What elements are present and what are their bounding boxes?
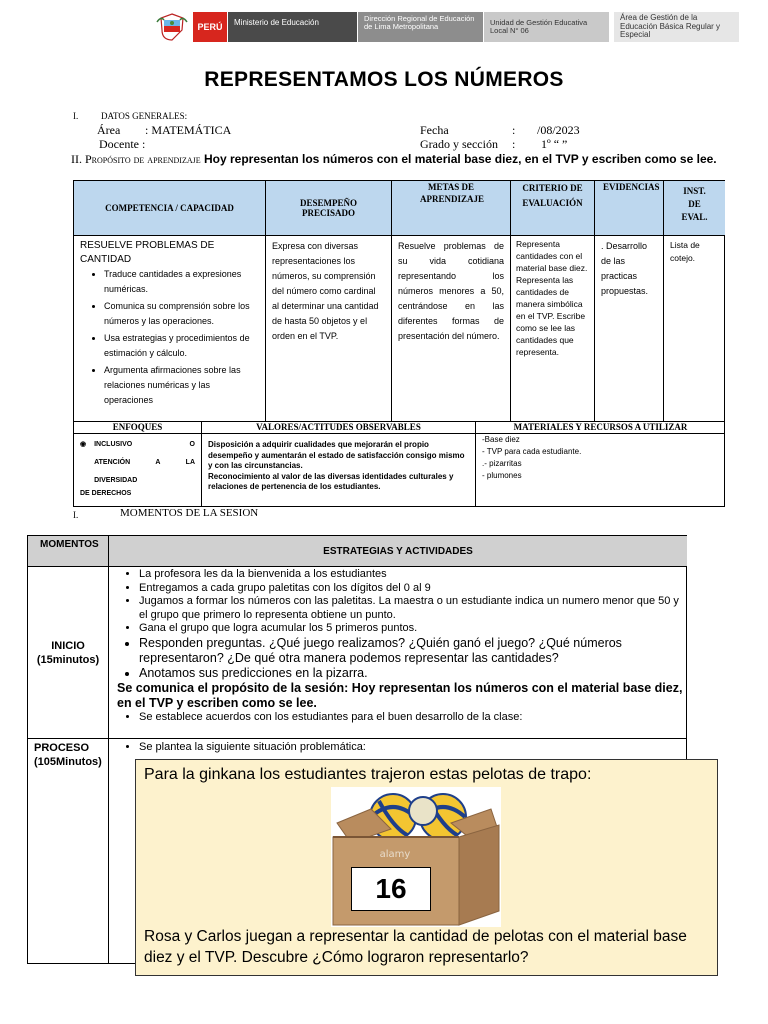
enfoque-line: ATENCIÓN A LA	[94, 459, 195, 466]
proposito-text: Hoy representan los números con el material base diez, en el TVP y escriben como se lee.	[203, 152, 717, 166]
competencias-table	[73, 180, 725, 507]
header-criterio: CRITERIO DE EVALUACIÓN	[511, 181, 595, 236]
grado-label: Grado y sección	[420, 137, 498, 151]
inicio-item: • Jugamos a formar los números con las paletitas. La maestra o un estudiante indica un numero menor que 50 y el grupo que primero lo representa obtiene un punto.	[139, 595, 687, 622]
area-label: Área	[97, 123, 121, 137]
valor-text: Reconocimiento al valor de las diversas identidades culturales y relaciones de pertenencia de los estudiantes.	[208, 471, 454, 491]
inicio-item: • Entregamos a cada grupo paletitas con los dígitos del 0 al 9	[139, 582, 687, 596]
header-desempeno: DESEMPEÑO PRECISADO	[266, 181, 392, 236]
evidencias-cell: . Desarrollo de las practicas propuestas.	[595, 236, 664, 422]
capacidad-item: • Usa estrategias y procedimientos de estimación y cálculo.	[104, 331, 259, 361]
page-title: REPRESENTAMOS LOS NÚMEROS	[204, 68, 564, 91]
enfoque-line: INCLUSIVO O	[94, 441, 195, 448]
header-evidencias: EVIDENCIAS	[595, 181, 664, 236]
proposito-label: II. Propósito de aprendizaje	[71, 152, 201, 166]
proceso-item: • Se plantea la siguiente situación problemática:	[139, 741, 687, 755]
header-competencia: COMPETENCIA / CAPACIDAD	[74, 181, 266, 236]
material-item: - plumones	[482, 471, 522, 480]
inicio-item: • Anotamos sus predicciones en la pizarra.	[139, 666, 687, 681]
momentos-heading: MOMENTOS DE LA SESION	[120, 507, 259, 519]
capacidad-item: • Comunica su comprensión sobre los números y las operaciones.	[104, 299, 259, 329]
inicio-proposito: Se comunica el propósito de la sesión: Hoy representan los números con el material base diez, en el TVP y escriben como se lee.	[117, 680, 683, 710]
number-card: 16	[351, 867, 431, 911]
problem-line-1: Para la ginkana los estudiantes trajeron estas pelotas de trapo:	[144, 766, 592, 783]
inicio-label: INICIO (15minutos)	[28, 567, 109, 739]
material-item: -Base diez	[482, 435, 520, 444]
criterio-cell: Representa cantidades con el material base diez. Representa las cantidades de manera simbólica en el TVP. Escribe como se lee las cantidades que representa.	[511, 236, 595, 422]
enfoques-header: ENFOQUES	[74, 422, 202, 434]
competencia-title: RESUELVE PROBLEMAS DE CANTIDAD	[80, 240, 215, 265]
inicio-item: • Gana el grupo que logra acumular los 5 primeros puntos.	[139, 622, 687, 636]
header-logos	[155, 12, 739, 42]
header-estrategias: ESTRATEGIAS Y ACTIVIDADES	[109, 536, 687, 567]
enfoque-line: DIVERSIDAD	[94, 477, 138, 484]
capacidades-list	[80, 267, 259, 408]
inicio-activities	[109, 567, 687, 739]
materiales-cell	[476, 434, 725, 507]
inst-cell: Lista de cotejo.	[664, 236, 725, 422]
problem-line-2: Rosa y Carlos juegan a representar la cantidad de pelotas con el material base diez y el TVP. Descubre ¿Cómo lograron representarlo?	[144, 928, 687, 966]
docente-label: Docente :	[99, 137, 146, 151]
header-metas: METAS DE APRENDIZAJE	[392, 181, 511, 236]
fecha-colon: :	[512, 123, 516, 137]
material-item: - TVP para cada estudiante.	[482, 447, 582, 456]
proposito-line	[71, 152, 717, 167]
grado-value: 1º “ ”	[541, 137, 568, 151]
problem-box	[135, 759, 718, 976]
enfoque-bullet-icon: ◉	[80, 441, 87, 448]
area-value: : MATEMÁTICA	[145, 123, 232, 137]
capacidad-item: • Traduce cantidades a expresiones numéricas.	[104, 267, 259, 297]
desempeno-cell: Expresa con diversas representaciones los números, su comprensión del número como cardinal al determinar una cantidad de hasta 50 objetos y el orden en el TVP.	[266, 236, 392, 422]
ministerio-label: Ministerio de Educación	[227, 12, 357, 42]
ugel-label: Unidad de Gestión Educativa Local N° 06	[483, 12, 609, 42]
enfoques-cell	[74, 434, 202, 507]
proceso-label: PROCESO (105Minutos)	[28, 739, 109, 964]
metas-cell: Resuelve problemas de su vida cotidiana representando los números menores a 50, centrándose en las diferentes formas de presentación del número.	[392, 236, 511, 422]
grado-colon: :	[512, 137, 516, 151]
dre-label: Dirección Regional de Educación de Lima Metropolitana	[357, 12, 483, 42]
material-item: .- pizarritas	[482, 459, 522, 468]
capacidad-item: • Argumenta afirmaciones sobre las relaciones numéricas y las operaciones	[104, 363, 259, 408]
peru-label: PERÚ	[193, 12, 227, 42]
inicio-item: • Responden preguntas. ¿Qué juego realizamos? ¿Quién ganó el juego? ¿Qué números representaron? ¿De qué otra manera podemos representar las cantidades?	[139, 636, 687, 666]
ball-box-image	[331, 787, 501, 927]
peru-shield-icon	[155, 12, 189, 42]
valores-header: VALORES/ACTITUDES OBSERVABLES	[202, 422, 476, 434]
inicio-item: • La profesora les da la bienvenida a los estudiantes	[139, 568, 687, 582]
enfoque-line: DE DERECHOS	[80, 490, 132, 497]
general-heading: DATOS GENERALES:	[101, 111, 188, 121]
inicio-item: • Se establece acuerdos con los estudiantes para el buen desarrollo de la clase:	[139, 711, 687, 725]
momentos-heading-number: I.	[73, 510, 79, 520]
watermark-text: alamy	[379, 849, 411, 860]
fecha-value: /08/2023	[537, 123, 580, 137]
competencia-cell	[74, 236, 266, 422]
header-momentos: MOMENTOS	[28, 536, 109, 567]
general-heading-number: I.	[73, 111, 79, 121]
fecha-label: Fecha	[420, 123, 449, 137]
header-inst: INST. DE EVAL.	[664, 181, 725, 236]
materiales-header: MATERIALES Y RECURSOS A UTILIZAR	[476, 422, 725, 434]
valores-cell	[202, 434, 476, 507]
valor-text: Disposición a adquirir cualidades que mejorarán el propio desempeño y aumentarán el estado de satisfacción consigo mismo y con las circunstancias.	[208, 440, 465, 470]
area-gestion-label: Área de Gestión de la Educación Básica Regular y Especial	[613, 12, 739, 42]
